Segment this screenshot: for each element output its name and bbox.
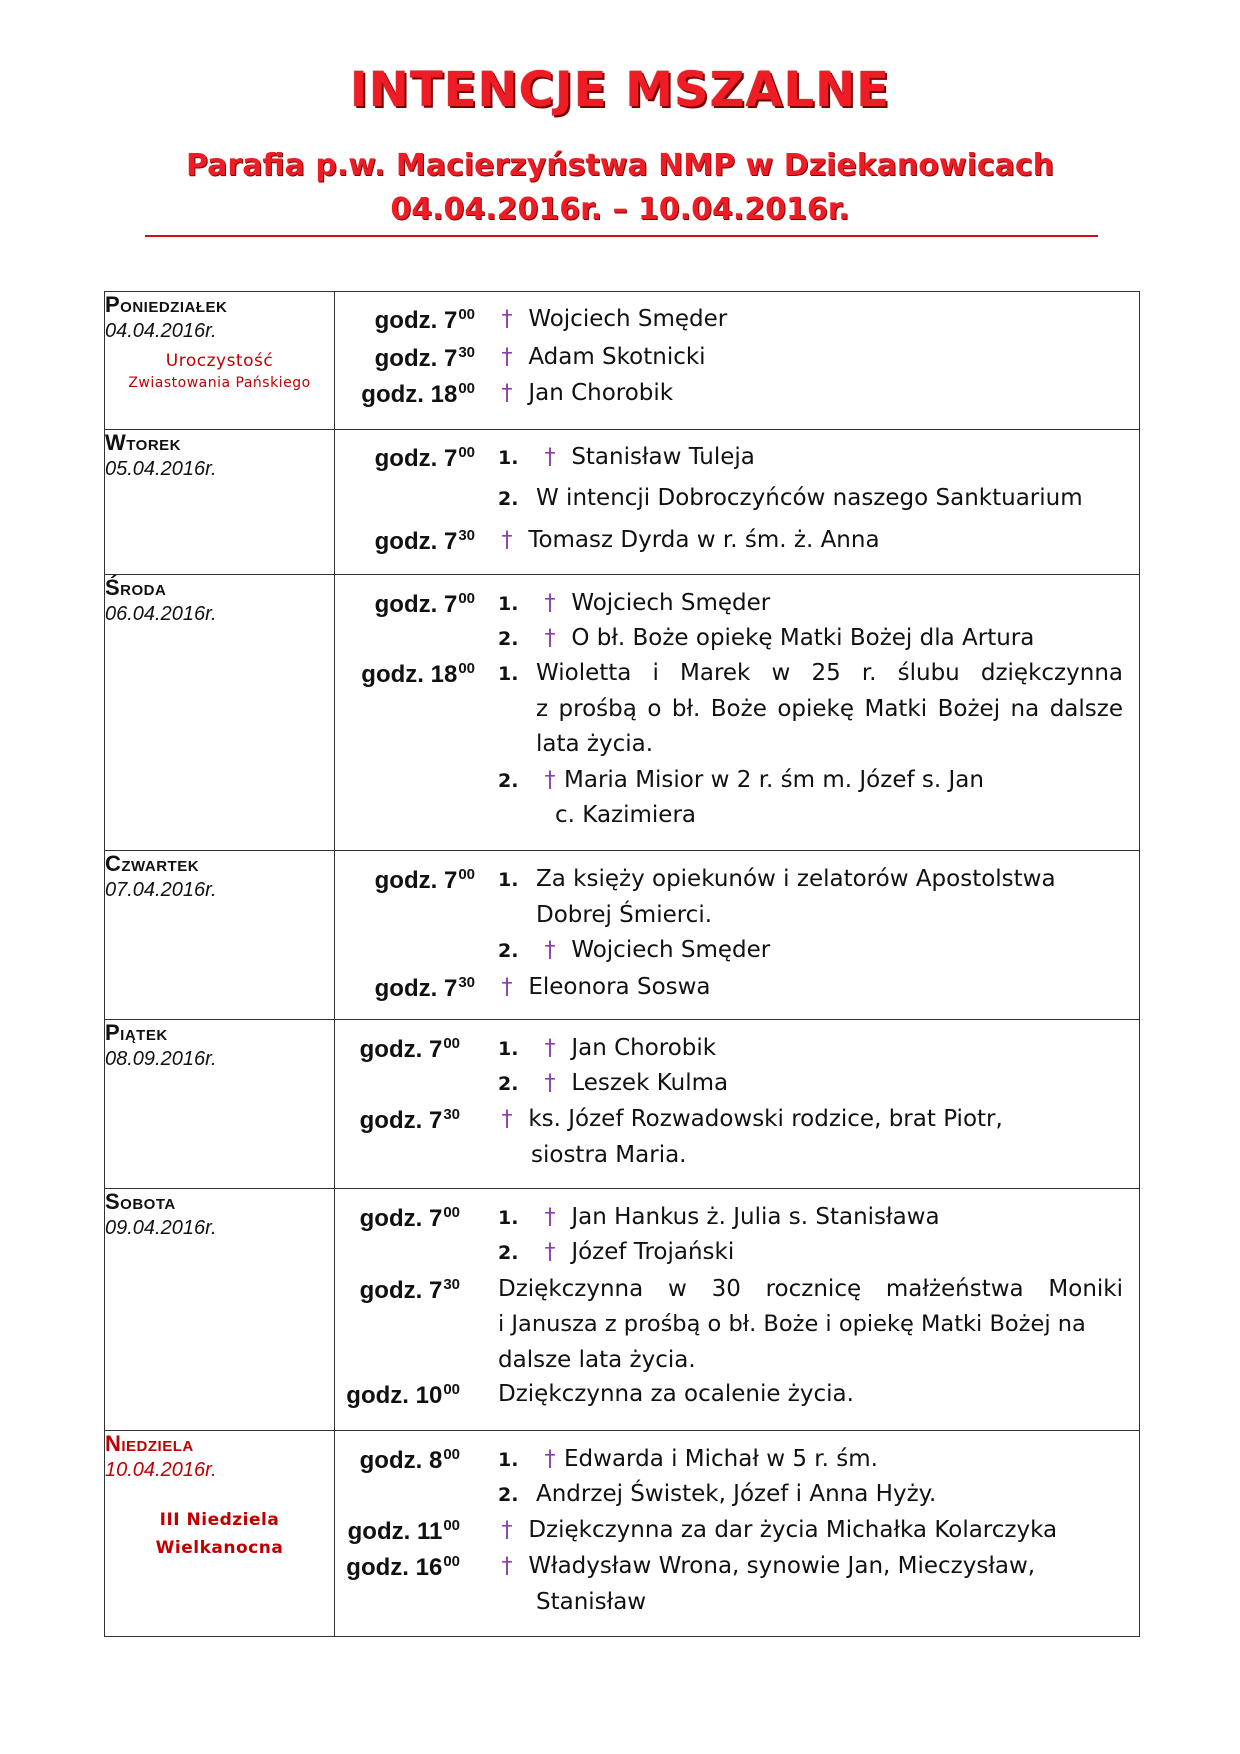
masses-cell bbox=[335, 851, 1140, 1020]
day-date: 10.04.2016r. bbox=[105, 1459, 217, 1481]
day-name: Piątek bbox=[105, 1020, 168, 1045]
day-cell bbox=[105, 292, 335, 430]
intention-line: 2. † O bł. Boże opiekę Matki Bożej dla Artura bbox=[498, 625, 1035, 651]
intention-line: Dziękczynna za ocalenie życia. bbox=[498, 1381, 854, 1407]
cross-icon: † bbox=[501, 381, 513, 406]
day-cell bbox=[105, 1020, 335, 1189]
intention-line: † Władysław Wrona, synowie Jan, Mieczysław, bbox=[493, 1553, 1035, 1579]
intention-line: † Jan Chorobik bbox=[493, 380, 673, 406]
date-range: 04.04.2016r. – 10.04.2016r. bbox=[390, 192, 850, 227]
feast-name: Zwiastowania Pańskiego bbox=[128, 375, 311, 391]
mass-time: godz. $18^{00}$ bbox=[361, 660, 475, 688]
masses-cell bbox=[335, 1189, 1140, 1431]
masses-cell bbox=[335, 1431, 1140, 1637]
cross-icon: † bbox=[544, 445, 556, 470]
intention-line: z prośbą o bł. Boże opiekę Matki Bożej na dalsze bbox=[536, 696, 1123, 722]
mass-time: godz. $7^{00}$ bbox=[359, 1204, 460, 1232]
day-row-thursday bbox=[105, 851, 1140, 1020]
day-name: Niedziela bbox=[105, 1431, 194, 1456]
cross-icon: † bbox=[544, 1036, 556, 1061]
feast-name: Wielkanocna bbox=[155, 1538, 284, 1558]
day-cell bbox=[105, 1189, 335, 1431]
intention-line: 1. † Jan Hankus ż. Julia s. Stanisława bbox=[498, 1204, 940, 1230]
intention-line: † Adam Skotnicki bbox=[493, 344, 706, 370]
day-name: Sobota bbox=[105, 1189, 176, 1214]
intention-line: lata życia. bbox=[536, 731, 654, 757]
cross-icon: † bbox=[544, 938, 556, 963]
intention-line: Dobrej Śmierci. bbox=[536, 902, 713, 928]
day-name: Wtorek bbox=[105, 430, 181, 455]
day-row-monday bbox=[105, 292, 1140, 430]
intention-line: 2. W intencji Dobroczyńców naszego Sanktuarium bbox=[498, 485, 1083, 511]
day-date: 07.04.2016r. bbox=[105, 879, 217, 901]
intention-line: 2. Andrzej Świstek, Józef i Anna Hyży. bbox=[498, 1481, 937, 1507]
day-name: Poniedziałek bbox=[105, 292, 228, 317]
intention-line: 2. † Leszek Kulma bbox=[498, 1070, 729, 1096]
cross-icon: † bbox=[501, 307, 513, 332]
intention-line: Stanisław bbox=[536, 1589, 647, 1615]
intention-line: 1. † Edwarda i Michał w 5 r. śm. bbox=[498, 1446, 878, 1472]
mass-time: godz. $16^{00}$ bbox=[346, 1553, 460, 1581]
intention-line: † Dziękczynna za dar życia Michałka Kolarczyka bbox=[493, 1517, 1057, 1543]
intention-line: † Tomasz Dyrda w r. śm. ż. Anna bbox=[493, 527, 880, 553]
masses-cell bbox=[335, 430, 1140, 575]
cross-icon: † bbox=[544, 626, 556, 651]
intention-line: † Wojciech Smęder bbox=[493, 306, 727, 332]
cross-icon: † bbox=[501, 1554, 513, 1579]
cross-icon: † bbox=[544, 591, 556, 616]
day-date: 06.04.2016r. bbox=[105, 603, 217, 625]
intention-line: Dziękczynna w 30 rocznicę małżeństwa Moniki bbox=[498, 1276, 1123, 1302]
feast-name: III Niedziela bbox=[159, 1510, 280, 1530]
mass-time: godz. $8^{00}$ bbox=[359, 1446, 460, 1474]
intentions-table bbox=[104, 291, 1140, 1637]
mass-time: godz. $7^{30}$ bbox=[359, 1106, 460, 1134]
intention-line: 1. † Stanisław Tuleja bbox=[498, 444, 755, 470]
mass-time: godz. $7^{30}$ bbox=[374, 974, 475, 1002]
header-divider bbox=[145, 235, 1098, 237]
cross-icon: † bbox=[501, 1107, 513, 1132]
day-row-friday bbox=[105, 1020, 1140, 1189]
intention-line: 1. Wioletta i Marek w 25 r. ślubu dziękczynna bbox=[498, 660, 1123, 686]
cross-icon: † bbox=[501, 975, 513, 1000]
day-date: 04.04.2016r. bbox=[105, 320, 217, 342]
day-cell bbox=[105, 430, 335, 575]
feast-name: Uroczystość bbox=[165, 351, 274, 371]
intention-line: 2. † Maria Misior w 2 r. śm m. Józef s. Jan bbox=[498, 767, 984, 793]
mass-time: godz. $7^{00}$ bbox=[374, 866, 475, 894]
mass-time: godz. $18^{00}$ bbox=[361, 380, 475, 408]
day-row-tuesday bbox=[105, 430, 1140, 575]
day-row-saturday bbox=[105, 1189, 1140, 1431]
cross-icon: † bbox=[544, 1447, 556, 1472]
intention-line: 1. † Jan Chorobik bbox=[498, 1035, 717, 1061]
cross-icon: † bbox=[544, 1205, 556, 1230]
intention-line: dalsze lata życia. bbox=[498, 1347, 696, 1373]
day-name: Czwartek bbox=[105, 851, 200, 876]
cross-icon: † bbox=[544, 1071, 556, 1096]
day-row-sunday bbox=[105, 1431, 1140, 1637]
masses-cell bbox=[335, 1020, 1140, 1189]
mass-time: godz. $10^{00}$ bbox=[346, 1381, 460, 1409]
mass-time: godz. $7^{00}$ bbox=[374, 444, 475, 472]
mass-time: godz. $7^{30}$ bbox=[374, 344, 475, 372]
day-cell bbox=[105, 851, 335, 1020]
intention-line: † ks. Józef Rozwadowski rodzice, brat Piotr, bbox=[493, 1106, 1003, 1132]
day-date: 09.04.2016r. bbox=[105, 1217, 217, 1239]
cross-icon: † bbox=[501, 345, 513, 370]
page-title: INTENCJE MSZALNE bbox=[349, 62, 891, 118]
masses-cell bbox=[335, 292, 1140, 430]
mass-time: godz. $11^{00}$ bbox=[347, 1517, 460, 1545]
mass-time: godz. $7^{00}$ bbox=[374, 306, 475, 334]
intention-line: i Janusza z prośbą o bł. Boże i opiekę Matki Bożej na bbox=[498, 1311, 1086, 1337]
intention-line: c. Kazimiera bbox=[555, 802, 696, 828]
intention-line: siostra Maria. bbox=[531, 1142, 687, 1168]
day-cell bbox=[105, 575, 335, 851]
mass-time: godz. $7^{30}$ bbox=[359, 1276, 460, 1304]
cross-icon: † bbox=[544, 1240, 556, 1265]
intention-line: 2. † Wojciech Smęder bbox=[498, 937, 771, 963]
cross-icon: † bbox=[501, 1518, 513, 1543]
cross-icon: † bbox=[501, 528, 513, 553]
day-date: 08.09.2016r. bbox=[105, 1048, 217, 1070]
mass-time: godz. $7^{30}$ bbox=[374, 527, 475, 555]
intention-line: † Eleonora Soswa bbox=[493, 974, 711, 1000]
intention-line: 2. † Józef Trojański bbox=[498, 1239, 735, 1265]
mass-time: godz. $7^{00}$ bbox=[374, 590, 475, 618]
intention-line: 1. † Wojciech Smęder bbox=[498, 590, 771, 616]
cross-icon: † bbox=[544, 768, 556, 793]
parish-name: Parafia p.w. Macierzyństwa NMP w Dziekanowicach bbox=[185, 148, 1055, 183]
mass-time: godz. $7^{00}$ bbox=[359, 1035, 460, 1063]
day-cell bbox=[105, 1431, 335, 1637]
day-name: Środa bbox=[105, 575, 167, 600]
day-row-wednesday bbox=[105, 575, 1140, 851]
masses-cell bbox=[335, 575, 1140, 851]
intention-line: 1. Za księży opiekunów i zelatorów Apostolstwa bbox=[498, 866, 1056, 892]
day-date: 05.04.2016r. bbox=[105, 458, 217, 480]
